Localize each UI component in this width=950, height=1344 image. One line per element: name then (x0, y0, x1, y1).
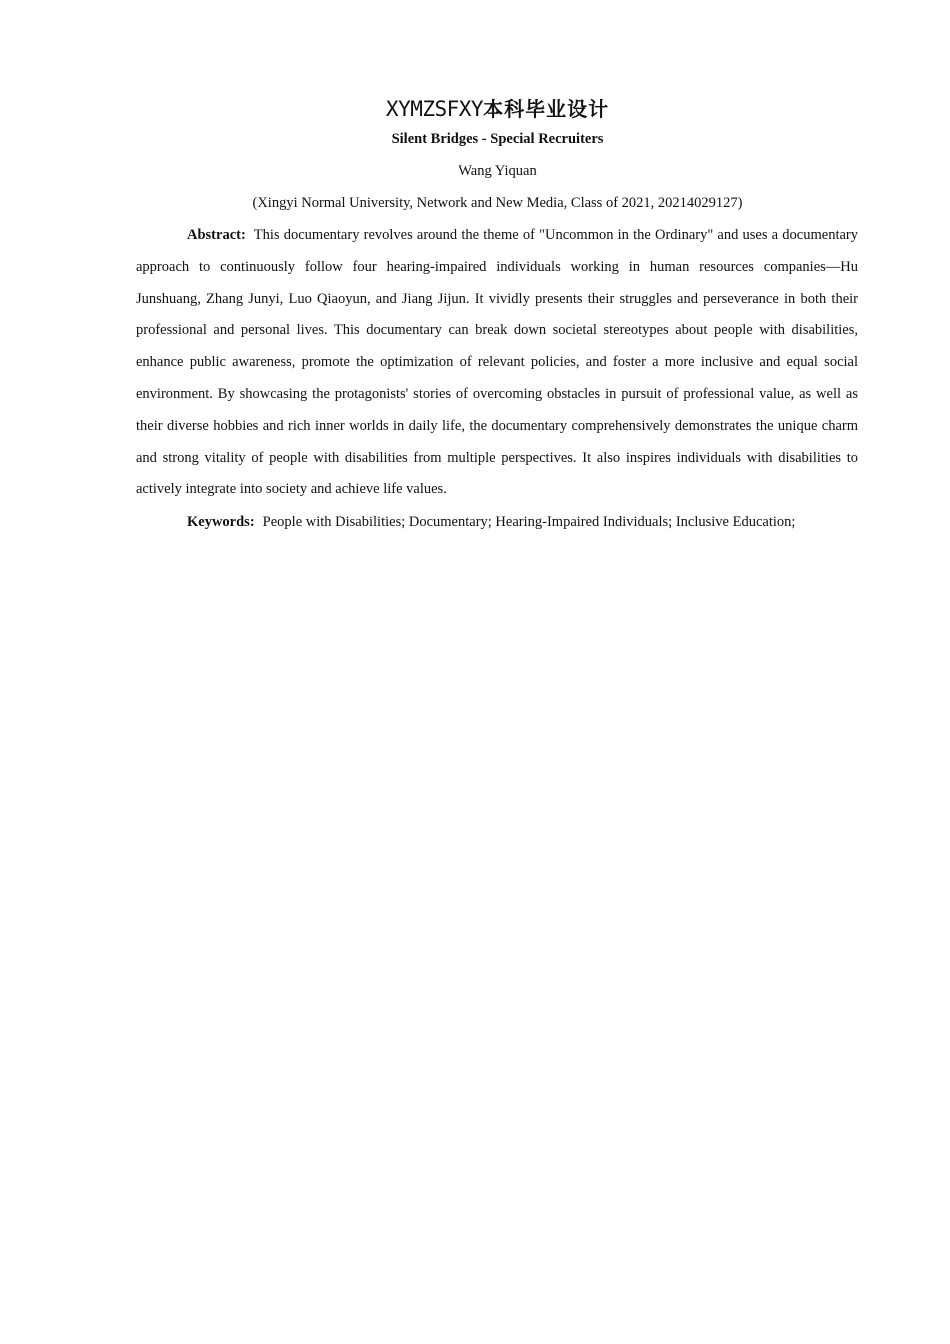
keywords-text: People with Disabilities; Documentary; Hearing-Impaired Individuals; Inclusive Education; (262, 514, 796, 530)
keywords-paragraph (136, 507, 858, 539)
author-affiliation: (Xingyi Normal University, Network and New Media, Class of 2021, 20214029127) (252, 195, 743, 211)
thesis-header (0, 94, 950, 124)
paper-title: Silent Bridges - Special Recruiters (391, 131, 604, 147)
abstract-text: This documentary revolves around the theme of "Uncommon in the Ordinary" and uses a documentary approach to continuously follow four hearing-impaired individuals working in human resources companies—Hu Junshuang, Zhang Junyi, Luo Qiaoyun, and Jiang Jijun. It vividly presents their struggles and perseverance in both their professional and personal lives. This documentary can break down societal stereotypes about people with disabilities, enhance public awareness, promote the optimization of relevant policies, and foster a more inclusive and equal social environment. By showcasing the protagonists' stories of overcoming obstacles in pursuit of professional value, as well as their diverse hobbies and rich inner worlds in daily life, the documentary comprehensively demonstrates the unique charm and strong vitality of people with disabilities from multiple perspectives. It also inspires individuals with disabilities to actively integrate into society and achieve life values. (136, 227, 858, 498)
header-cjk: 本科毕业设计 (483, 97, 610, 121)
header-latin: XYMZSFXY (385, 97, 484, 121)
abstract-label: Abstract: (187, 227, 246, 243)
author-name: Wang Yiquan (458, 163, 537, 179)
keywords-label: Keywords: (187, 514, 255, 530)
abstract-paragraph (136, 220, 858, 506)
